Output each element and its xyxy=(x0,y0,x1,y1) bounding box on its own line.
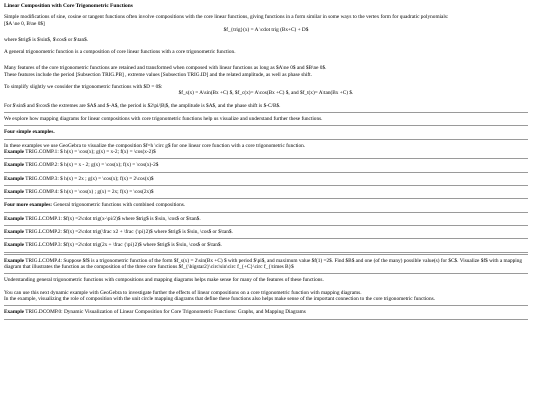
four-more-heading: Four more examples: General trigonometric functions with combined compositions. xyxy=(4,202,186,209)
general-formula: $f_{trig}(x) = A \cdot trig (Bx+C) + D$ xyxy=(223,27,309,34)
example-trig-comp-2[interactable]: Example TRIG.COMP.2: $ h(x) = x - 2; g(x) = \cos(x); f(x) = \cos(x)-2$ xyxy=(4,162,159,169)
example-trig-dcomp-0[interactable]: Example TRIG.DCOMP.0: Dynamic Visualization of Linear Composition for Core Trigonometric Functions: Graphs, and Mapping Diagrams xyxy=(4,309,306,316)
divider xyxy=(4,319,528,320)
divider xyxy=(4,305,528,306)
divider xyxy=(4,252,528,255)
divider xyxy=(4,112,528,113)
divider xyxy=(4,238,528,239)
divider xyxy=(4,198,528,199)
example-trig-comp-4[interactable]: Example TRIG.COMP.4: $ h(x) = \cos(x) ; g(x) = 2x; f(x) = \cos(2x)$ xyxy=(4,188,154,195)
intro-paragraph: Simple modifications of sine, cosine or tangent functions often involve compositions with the core linear functions, giving functions in a form similar in some ways to the vertex form for quadratic polynomials: xyxy=(4,14,449,21)
general-definition: A general trigonometric function is a composition of core linear functions with a core trigonometric function. xyxy=(4,48,236,55)
divider xyxy=(4,225,528,226)
simplified-formulas: $f_s(x) = A\sin(Bx +C) $, $f_c(x)= A\cos(Bx +C) $, and $f_t(x)= A\tan(Bx +C) $. xyxy=(178,90,354,97)
divider xyxy=(4,158,528,159)
divider xyxy=(4,185,528,186)
divider xyxy=(4,139,528,140)
four-simple-intro: In these examples we use GeoGebra to visualize the composition $f=h \circ g$ for one linear core function with a core trigonometric function. xyxy=(4,142,306,149)
features-paragraph-2: These features include the period [Subsection TRIG.PB] , extreme values [Subsection TRIG.ID] and the related amplitude, as well as phase shift. xyxy=(4,71,312,78)
example-trig-lcomp-3[interactable]: Example TRIG.LCOMP.3: $f(x) =2\cdot trig(2x + \frac {\pi}2)$ where $trig$ is $\sin, \cos$ or $\tan$. xyxy=(4,242,222,249)
divider xyxy=(4,125,528,126)
dynamic-paragraph-2: In the example, visualizing the role of composition with the unit circle mapping diagrams that define these functions also helps make sense of the important connection to the core trigonometric functions. xyxy=(4,296,435,303)
example-trig-comp-3[interactable]: Example TRIG.COMP.3: $ h(x) = 2x ; g(x) = \cos(x); f(x) = 2\cos(x)$ xyxy=(4,175,154,182)
divider xyxy=(4,172,528,173)
four-simple-heading: Four simple examples. xyxy=(4,129,55,136)
understanding-paragraph: Understanding general trigonometric functions with compositions and mapping diagrams helps make sense for many of the features of these functions. xyxy=(4,277,324,284)
example-trig-comp-1[interactable]: Example TRIG.COMP.1: $ h(x) = \cos(x); g(x) = x-2; f(x) = \cos(x-2)$ xyxy=(4,148,156,155)
example-trig-lcomp-2[interactable]: Example TRIG.LCOMP.2: $f(x) =2\cdot trig(\frac x2 + \frac {\pi}2)$ where $trig$ is $\sin, \cos$ or $\tan$. xyxy=(4,229,233,236)
features-paragraph-1: Many features of the core trigonometric functions are retained and transformed when composed with linear functions as long as $A\ne 0$ and $B\ne 0$. xyxy=(4,65,327,72)
where-trig-note: where $trig$ is $\sin$, $\cos$ or $\tan$. xyxy=(4,36,89,43)
intro-conditions: [$A \ne 0, B\ne 0$] xyxy=(4,20,45,27)
simplify-paragraph: To simplify slightly we consider the trigonometric functions with $D = 0$: xyxy=(4,83,163,90)
example-trig-lcomp-1[interactable]: Example TRIG.LCOMP.1: $f(x) =2\cdot trig(x-\pi/2)$ where $trig$ is $\sin, \cos$ or $\tan$. xyxy=(4,215,201,222)
extremes-paragraph: For $\sin$ and $\cos$ the extremes are $A$ and $-A$, the period is $2\pi/|B|$, the amplitude is $A$, and the phase shift is $-C/B$. xyxy=(4,102,281,109)
divider xyxy=(4,273,528,274)
divider xyxy=(4,212,528,213)
example-trig-lcomp-4[interactable]: Example TRIG.LCOMP.4: Suppose $f$ is a trigonometric function of the form $f_s(x) = 2\sin(Bx +C) $ with period $\pi$, and maximum value $f(1) =2$. Find $B$ and one (of the many) possible value(s) for $C$. Visualize $f$ with a mapping diagram that illustrates the function as the composition of the three core functions $f_{\bigstar2}\circ\sin\circ f_{+C}\circ f_{\times B}$ xyxy=(4,257,523,271)
dynamic-paragraph-1: You can use this next dynamic example with GeoGebra to investigate further the effects of linear compositions on a core trigonometric function with mapping diagrams. xyxy=(4,289,362,296)
page-title: Linear Composition with Core Trigonometric Functions xyxy=(4,3,133,9)
mapping-note: We explore how mapping diagrams for linear compositions with core trigonometric functions help us visualize and understand further these functions. xyxy=(4,115,323,122)
